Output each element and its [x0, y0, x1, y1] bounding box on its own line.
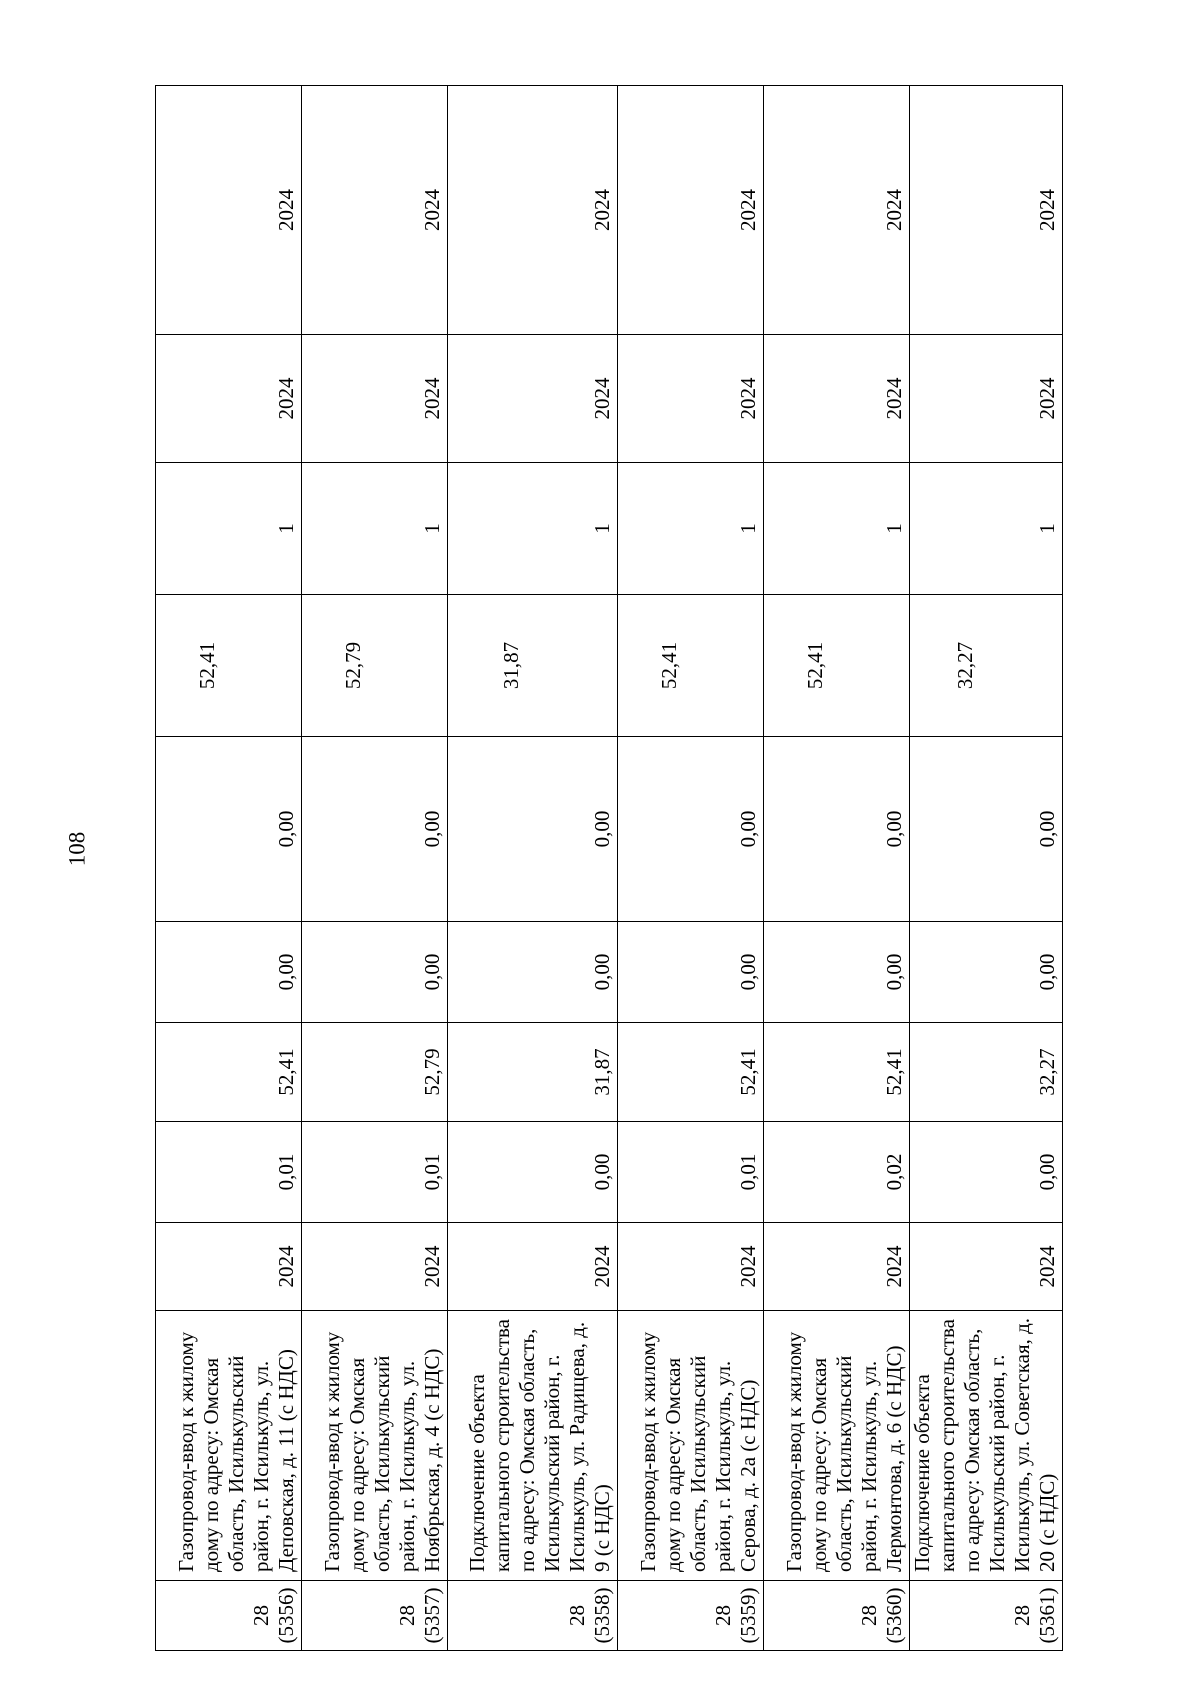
count-cell: 1	[910, 463, 1063, 595]
row-number-cell	[618, 1581, 764, 1651]
year-cell: 2024	[302, 1223, 448, 1311]
value-cell-4: 0,00	[764, 737, 910, 922]
value-cell-3: 0,00	[156, 922, 302, 1023]
value-text: 52,79	[341, 641, 365, 690]
year-cell-end: 2024	[764, 86, 910, 335]
row-number: 28	[857, 1605, 881, 1626]
year-cell: 2024	[448, 1223, 618, 1311]
value-cell-2: 52,79	[302, 1023, 448, 1122]
description-cell: Газопровод-ввод к жилому дому по адресу: Омская область, Исилькульский район, г. Исилькуль, ул. Лермонтова, д. 6 (с НДС)	[764, 1311, 910, 1581]
row-code: (5356)	[274, 1587, 298, 1644]
value-cell-4: 0,00	[302, 737, 448, 922]
value-cell-3: 0,00	[448, 922, 618, 1023]
year-cell: 2024	[156, 1223, 302, 1311]
value-cell-2: 52,41	[764, 1023, 910, 1122]
value-cell-3: 0,00	[910, 922, 1063, 1023]
year-cell-end: 2024	[910, 86, 1063, 335]
year-cell-start: 2024	[910, 335, 1063, 463]
count-cell: 1	[764, 463, 910, 595]
count-cell: 1	[618, 463, 764, 595]
value-cell-1: 0,02	[764, 1122, 910, 1223]
year-cell-end: 2024	[448, 86, 618, 335]
row-number: 28	[395, 1605, 419, 1626]
value-cell-5	[764, 595, 910, 737]
value-text: 52,41	[803, 641, 827, 690]
value-cell-4: 0,00	[910, 737, 1063, 922]
table-body	[156, 86, 1063, 1651]
row-number-cell	[302, 1581, 448, 1651]
year-cell-end: 2024	[302, 86, 448, 335]
description-cell: Газопровод-ввод к жилому дому по адресу: Омская область, Исилькульский район, г. Исилькуль, ул. Ноябрьская, д. 4 (с НДС)	[302, 1311, 448, 1581]
row-number-cell	[448, 1581, 618, 1651]
year-cell: 2024	[618, 1223, 764, 1311]
value-cell-3: 0,00	[618, 922, 764, 1023]
value-cell-2: 31,87	[448, 1023, 618, 1122]
row-number: 28	[565, 1605, 589, 1626]
table-row	[910, 86, 1063, 1651]
row-number: 28	[249, 1605, 273, 1626]
row-number-cell	[764, 1581, 910, 1651]
value-cell-5	[618, 595, 764, 737]
page-number: 108	[64, 831, 90, 867]
value-cell-3: 0,00	[764, 922, 910, 1023]
count-cell: 1	[156, 463, 302, 595]
value-cell-2: 52,41	[618, 1023, 764, 1122]
row-code: (5361)	[1035, 1587, 1059, 1644]
value-text: 52,41	[195, 641, 219, 690]
row-code: (5357)	[420, 1587, 444, 1644]
data-table	[155, 85, 1063, 1651]
value-cell-4: 0,00	[618, 737, 764, 922]
value-text: 32,27	[952, 641, 977, 690]
year-cell: 2024	[910, 1223, 1063, 1311]
value-cell-1: 0,01	[156, 1122, 302, 1223]
row-number-cell	[910, 1581, 1063, 1651]
row-code: (5358)	[590, 1587, 614, 1644]
description-cell: Газопровод-ввод к жилому дому по адресу: Омская область, Исилькульский район, г. Исилькуль, ул. Деповская, д. 11 (с НДС)	[156, 1311, 302, 1581]
value-cell-4: 0,00	[448, 737, 618, 922]
table-row	[156, 86, 302, 1651]
description-cell: Подключение объекта капитального строительства по адресу: Омская область, Исилькульский район, г. Исилькуль, ул. Советская, д. 20 (с НДС)	[910, 1311, 1063, 1581]
row-number: 28	[711, 1605, 735, 1626]
value-cell-5	[448, 595, 618, 737]
value-cell-3: 0,00	[302, 922, 448, 1023]
value-cell-1: 0,01	[618, 1122, 764, 1223]
description-cell: Подключение объекта капитального строительства по адресу: Омская область, Исилькульский район, г. Исилькуль, ул. Радищева, д. 9 (с НДС)	[448, 1311, 618, 1581]
value-cell-4: 0,00	[156, 737, 302, 922]
value-cell-1: 0,00	[448, 1122, 618, 1223]
row-number-cell	[156, 1581, 302, 1651]
year-cell-start: 2024	[764, 335, 910, 463]
table-row	[302, 86, 448, 1651]
row-code: (5359)	[736, 1587, 760, 1644]
table-row	[764, 86, 910, 1651]
year-cell-start: 2024	[448, 335, 618, 463]
count-cell: 1	[302, 463, 448, 595]
description-cell: Газопровод-ввод к жилому дому по адресу: Омская область, Исилькульский район, г. Исилькуль, ул. Серова, д. 2а (с НДС)	[618, 1311, 764, 1581]
year-cell-end: 2024	[156, 86, 302, 335]
table-row	[618, 86, 764, 1651]
year-cell-end: 2024	[618, 86, 764, 335]
value-cell-5	[910, 595, 1063, 737]
rotated-table-container	[155, 86, 1059, 1651]
value-cell-1: 0,00	[910, 1122, 1063, 1223]
count-cell: 1	[448, 463, 618, 595]
value-cell-1: 0,01	[302, 1122, 448, 1223]
year-cell-start: 2024	[618, 335, 764, 463]
value-text: 31,87	[499, 641, 523, 690]
year-cell-start: 2024	[156, 335, 302, 463]
table-row	[448, 86, 618, 1651]
year-cell: 2024	[764, 1223, 910, 1311]
row-number: 28	[1010, 1605, 1034, 1626]
value-cell-2: 32,27	[910, 1023, 1063, 1122]
value-cell-5	[302, 595, 448, 737]
value-text: 52,41	[657, 641, 681, 690]
value-cell-5	[156, 595, 302, 737]
row-code: (5360)	[882, 1587, 906, 1644]
year-cell-start: 2024	[302, 335, 448, 463]
value-cell-2: 52,41	[156, 1023, 302, 1122]
